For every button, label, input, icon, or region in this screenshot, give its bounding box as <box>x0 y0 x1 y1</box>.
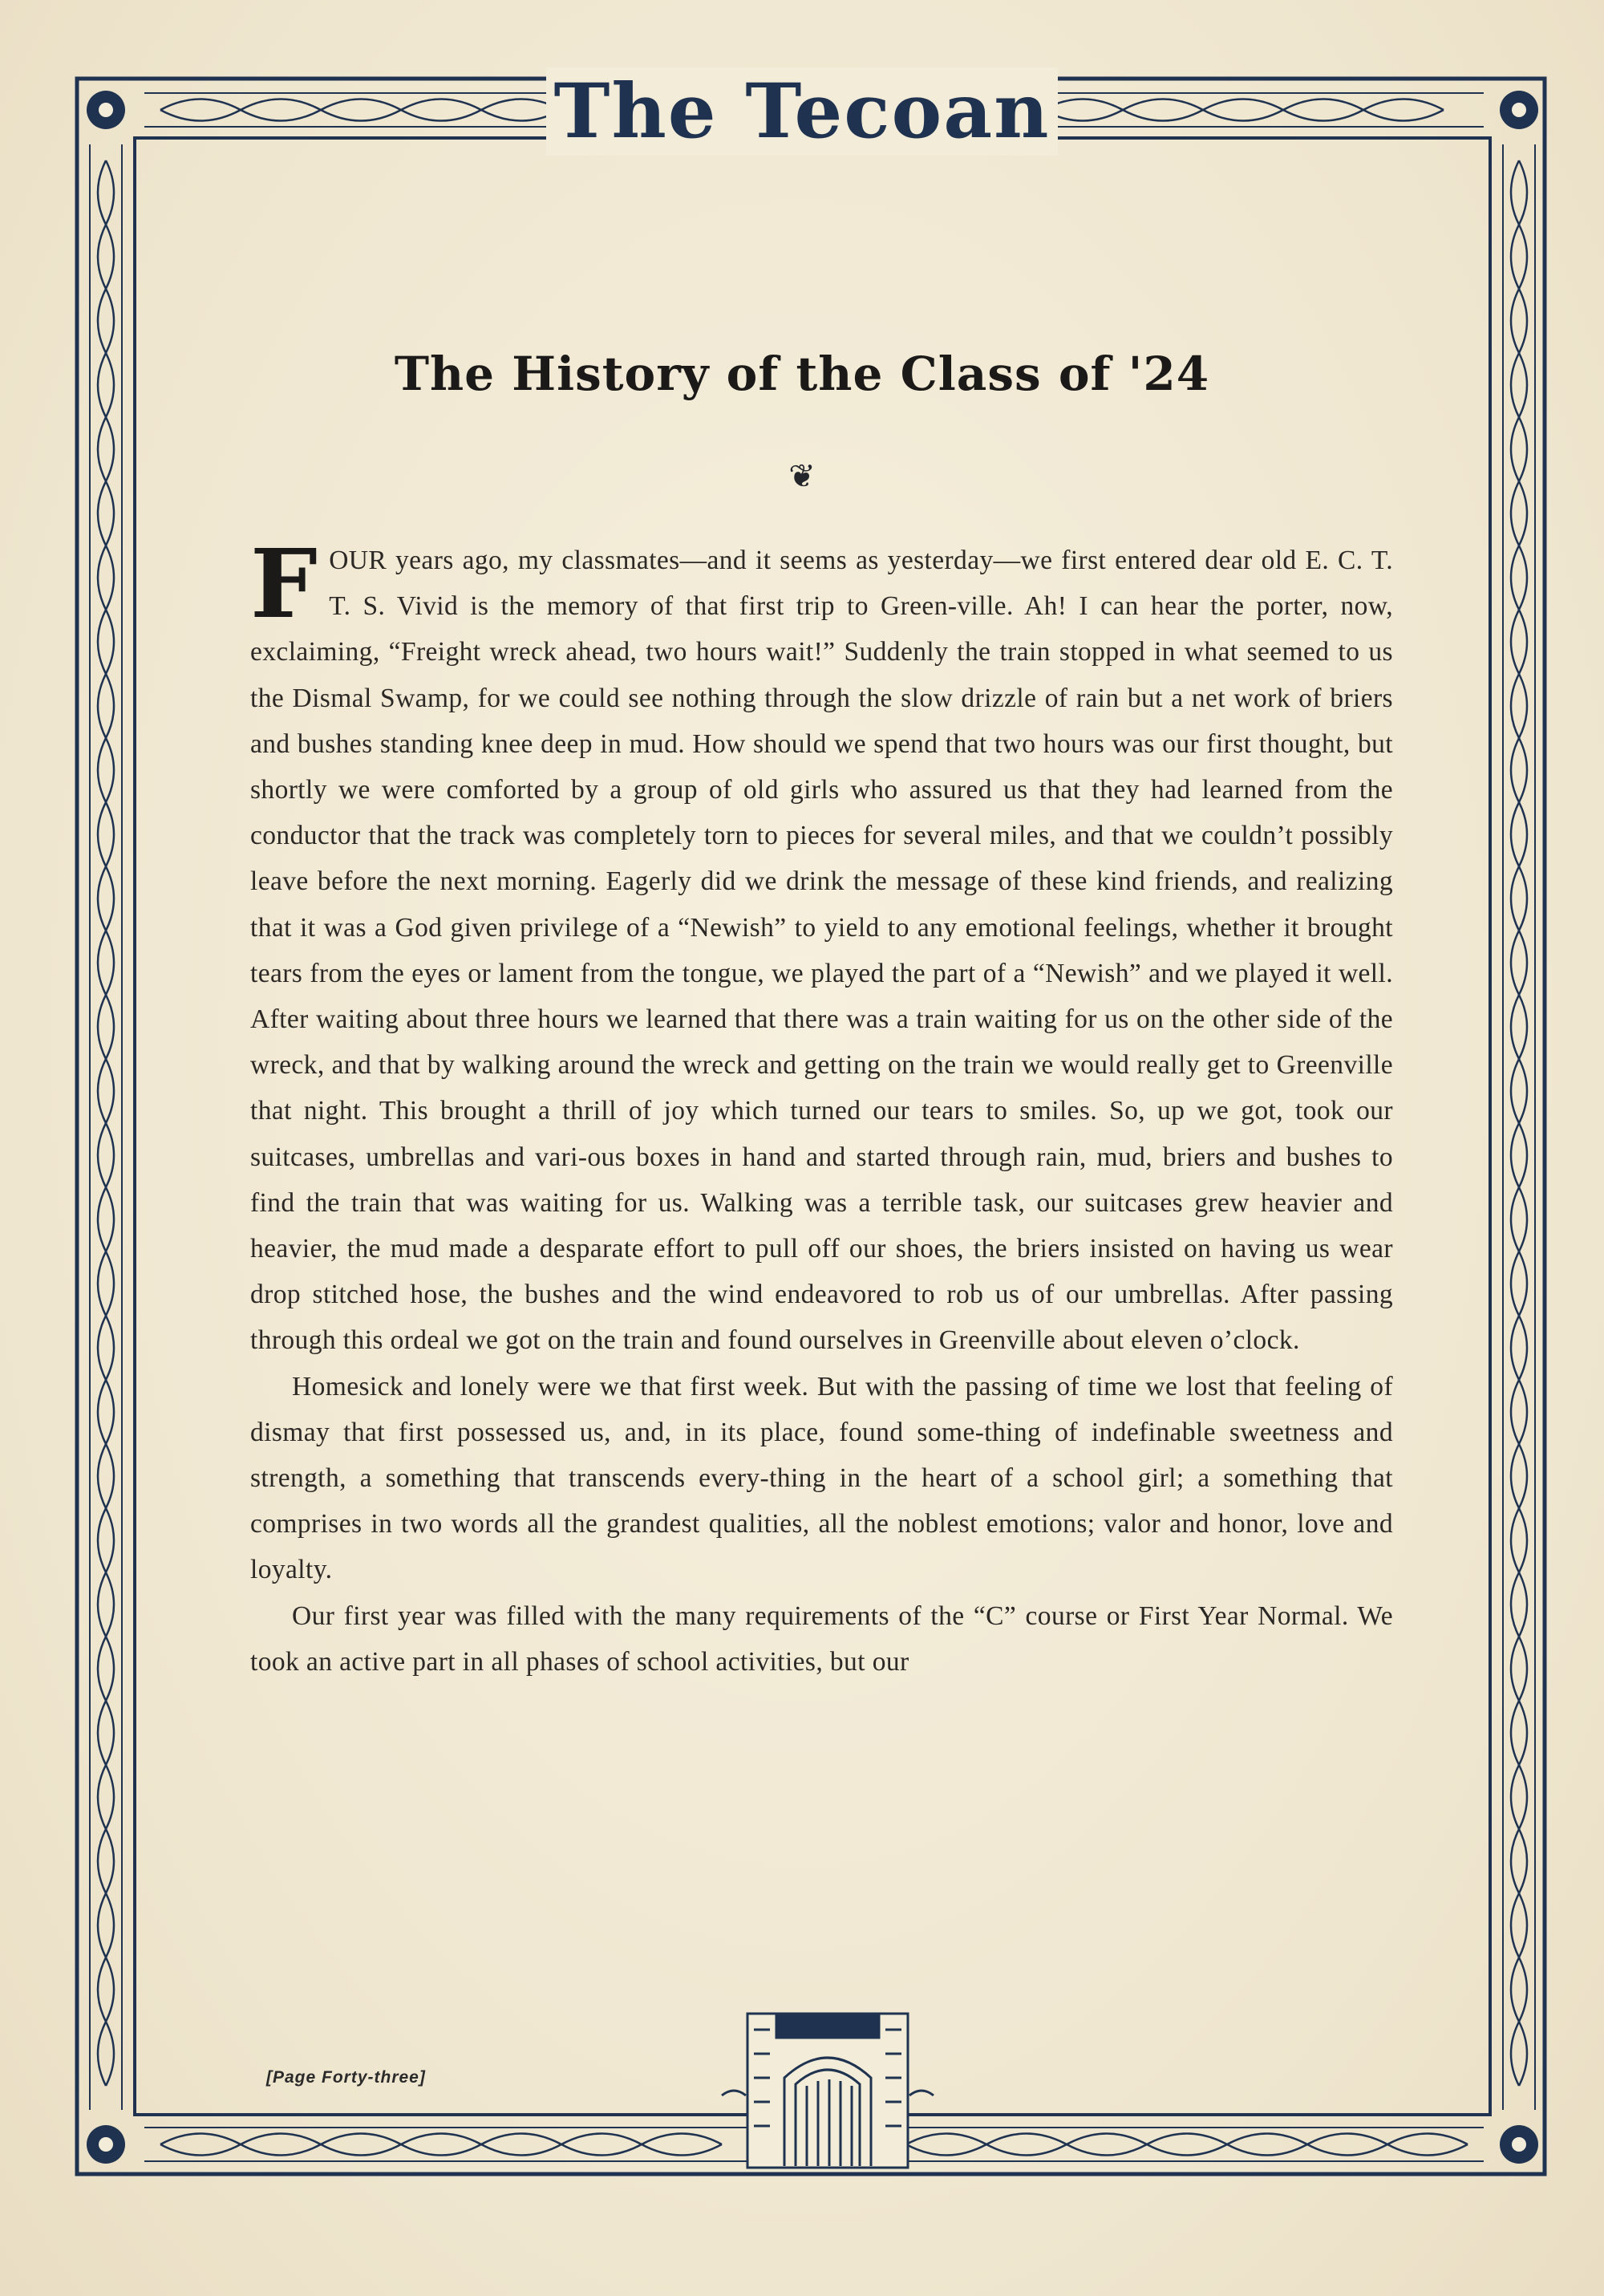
paragraph-3: Our first year was filled with the many requirements of the “C” course or First Year Normal. We took an active part in all phases of school activities, but our <box>250 1600 1393 1677</box>
yearbook-title <box>0 67 1604 156</box>
yearbook-title-text: The Tecoan <box>546 67 1059 156</box>
paragraph-1-text: OUR years ago, my classmates—and it seems as yesterday—we first entered dear old E. C. T. T. S. Vivid is the memory of that first trip to Green-ville. Ah! I can hear the porter, now, exclaiming, “Freight wreck ahead, two hours wait!” Suddenly the train stopped in what seemed to us the Dismal Swamp, for we could see nothing through the slow drizzle of rain but a net work of briers and bushes standing knee deep in mud. How should we spend that two hours was our first thought, but shortly we were comforted by a group of old girls who assured us that they had learned from the conductor that the track was completely torn to pieces for several miles, and that we couldn’t possibly leave before the next morning. Eagerly did we drink the message of these kind friends, and realizing that it was a God given privilege of a “Newish” to yield to any emotional feelings, whether it brought tears from the eyes or lament from the tongue, we played the part of a “Newish” and we played it well. After waiting about three hours we learned that there was a train waiting for us on the other side of the wreck, and that by walking around the wreck and getting on the train we would really get to Greenville that night. This brought a thrill of joy which turned our tears to smiles. So, up we got, took our suitcases, umbrellas and vari-ous boxes in hand and started through rain, mud, briers and bushes to find the train that was waiting for us. Walking was a terrible task, our suitcases grew heavier and heavier, the mud made a desparate effort to pull off our shoes, the briers insisted on having us wear drop stitched hose, the bushes and the wind endeavored to rob us of our umbrellas. After passing through this ordeal we got on the train and found ourselves in Greenville about eleven o’clock. <box>250 546 1393 1356</box>
page-number: [Page Forty-three] <box>266 2068 426 2087</box>
article-title: The History of the Class of '24 <box>394 347 1210 401</box>
drop-cap: F <box>250 528 318 639</box>
left-vine-ornament <box>98 160 114 2086</box>
doorway-illustration <box>722 2014 934 2168</box>
paragraph-2: Homesick and lonely were we that first week. But with the passing of time we lost that feeling of dismay that first possessed us, and, in its place, found some-thing of indefinable sweetness and strength, a something that transcends every-thing in the heart of a school girl; a something that comprises in two words all the grandest qualities, all the noblest emotions; valor and honor, love and loyalty. <box>250 1371 1393 1585</box>
article-body <box>250 528 1393 1685</box>
fleuron-icon: ❦ <box>788 458 816 494</box>
paragraph-1 <box>250 528 1393 1364</box>
right-vine-ornament <box>1511 160 1527 2086</box>
